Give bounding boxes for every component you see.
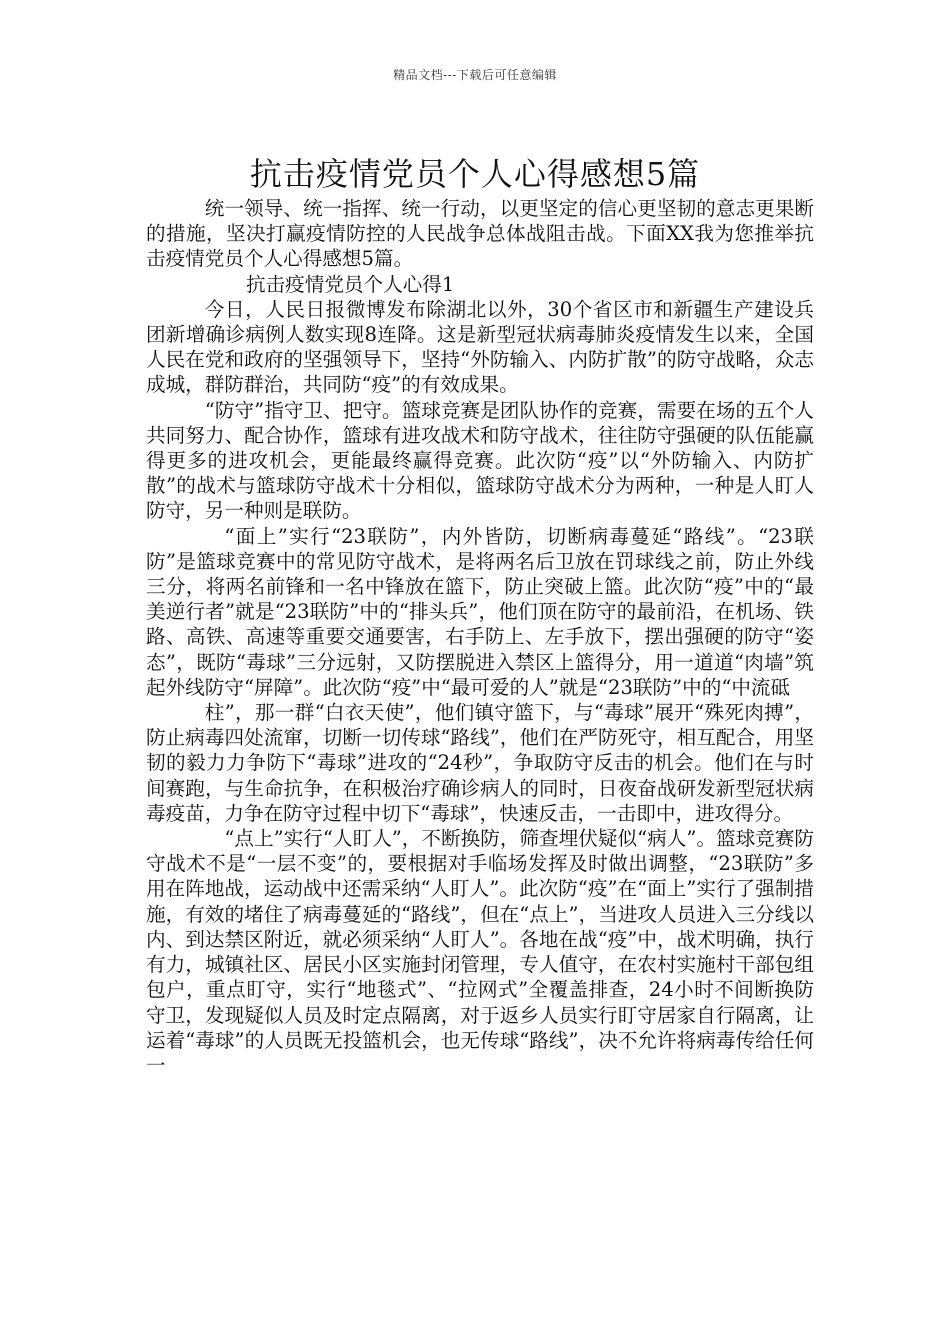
page-title: 抗击疫情党员个人心得感想5篇	[249, 155, 701, 194]
paragraph: “点上”实行“人盯人”，不断换防，筛查埋伏疑似“病人”。篮球竞赛防守战术不是“一层不变”的，要根据对手临场发挥及时做出调整，“23联防”多用在阵地战，运动战中还需采纳“人盯人”。此次防“疫”在“面上”实行了强制措施，有效的堵住了病毒蔓延的“路线”，但在“点上”，当进攻人员进入三分线以内、到达禁区附近，就必须采纳“人盯人”。各地在战“疫”中，战术明确，执行有力，城镇社区、居民小区实施封闭管理，专人值守，在农村实施村干部包组包户，重点盯守，实行“地毯式”、“拉网式”全覆盖排查，24小时不间断换防守卫，发现疑似人员及时定点隔离，对于返乡人员实行盯守居家自行隔离，让运着“毒球”的人员既无投篮机会，也无传球“路线”，决不允许将病毒传给任何一	[146, 827, 814, 1077]
paragraph: 今日，人民日报微博发布除湖北以外，30个省区市和新疆生产建设兵团新增确诊病例人数实现8连降。这是新型冠状病毒肺炎疫情发生以来，全国人民在党和政府的坚强领导下，坚持“外防输入、内防扩散”的防守战略，众志成城，群防群治，共同防“疫”的有效成果。	[146, 297, 814, 397]
paragraph: “防守”指守卫、把守。篮球竞赛是团队协作的竞赛，需要在场的五个人共同努力、配合协作，篮球有进攻战术和防守战术，往往防守强硬的队伍能赢得更多的进攻机会，更能最终赢得竞赛。此次防“疫”以“外防输入、内防扩散”的战术与篮球防守战术十分相似，篮球防守战术分为两种，一种是人盯人防守，另一种则是联防。	[146, 398, 814, 523]
paragraph: 柱”，那一群“白衣天使”，他们镇守篮下，与“毒球”展开“殊死肉搏”，防止病毒四处流窜，切断一切传球“路线”，他们在严防死守，相互配合，用坚韧的毅力力争防下“毒球”进攻的“24秒”，争取防守反击的机会。他们在与时间赛跑，与生命抗争，在积极治疗确诊病人的同时，日夜奋战研发新型冠状病毒疫苗，力争在防守过程中切下“毒球”，快速反击，一击即中，进攻得分。	[146, 701, 814, 825]
paragraph: “面上”实行“23联防”，内外皆防，切断病毒蔓延“路线”。“23联防”是篮球竞赛中的常见防守战术，是将两名后卫放在罚球线之前，防止外线三分，将两名前锋和一名中锋放在篮下，防止突破上篮。此次防“疫”中的“最美逆行者”就是“23联防”中的“排头兵”，他们顶在防守的最前沿，在机场、铁路、高铁、高速等重要交通要害，右手防上、左手放下，摆出强硬的防守“姿态”，既防“毒球”三分远射，又防摆脱进入禁区上篮得分，用一道道“肉墙”筑起外线防守“屏障”。此次防“疫”中“最可爱的人”就是“23联防”中的“中流砥	[146, 524, 814, 699]
document-body	[146, 196, 814, 1078]
paragraph-intro: 统一领导、统一指挥、统一行动，以更坚定的信心更坚韧的意志更果断的措施，坚决打赢疫情防控的人民战争总体战阻击战。下面XX我为您推举抗击疫情党员个人心得感想5篇。	[146, 197, 814, 271]
header-note: 精品文档---下载后可任意编辑	[393, 68, 557, 82]
section-heading: 抗击疫情党员个人心得1	[245, 272, 455, 296]
